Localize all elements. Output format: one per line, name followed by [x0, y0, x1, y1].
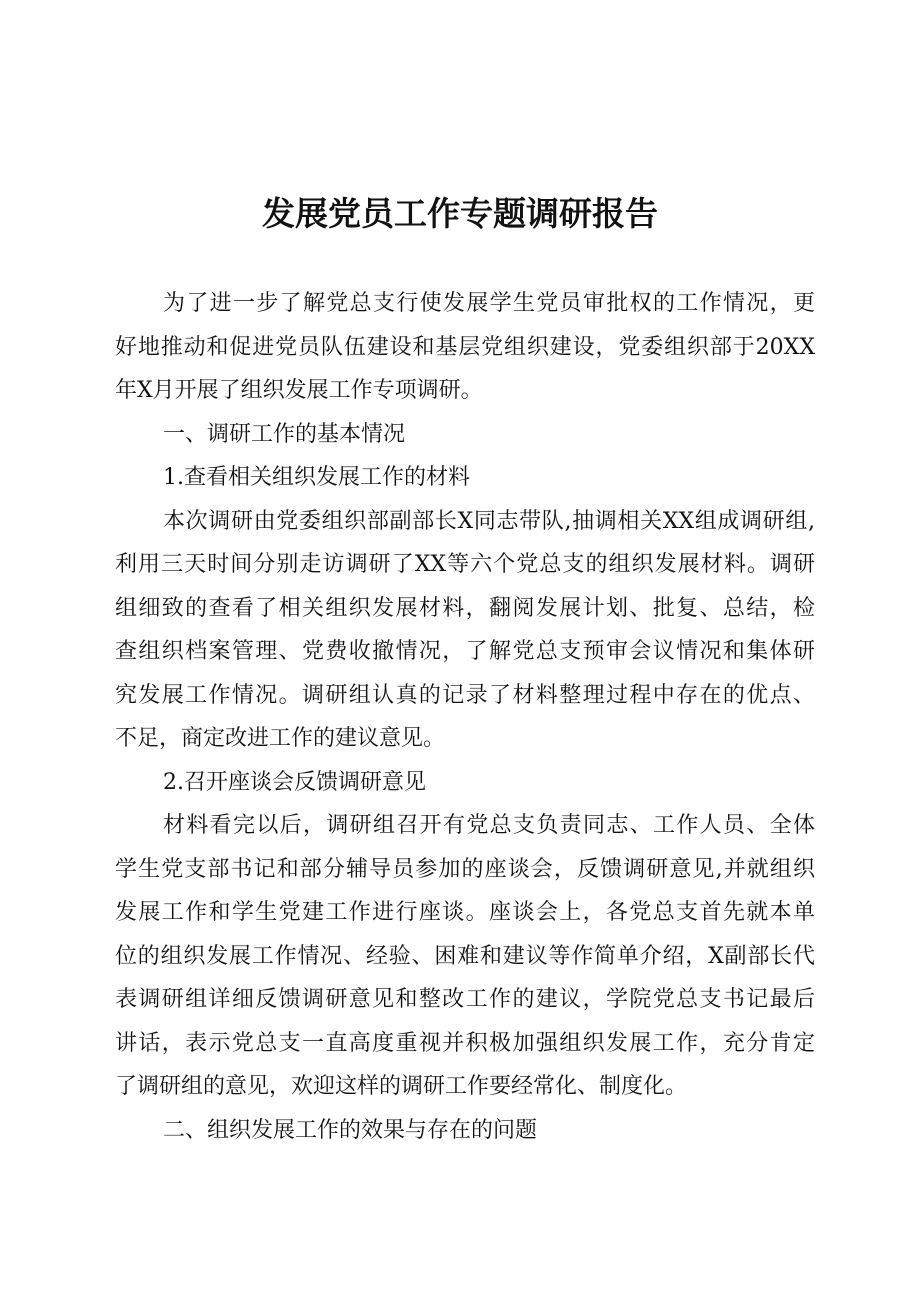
subsection-heading: 1.查看相关组织发展工作的材料	[163, 465, 470, 490]
paragraph-line: 不足，商定改进工作的建议意见。	[115, 726, 446, 751]
paragraph-line: 为了进一步了解党总支行使发展学生党员审批权的工作情况，更	[163, 291, 815, 316]
paragraph-line: 了调研组的意见，欢迎这样的调研工作要经常化、制度化。	[115, 1074, 688, 1099]
paragraph-line: 究发展工作情况。调研组认真的记录了材料整理过程中存在的优点、	[115, 682, 815, 708]
paragraph-line: 学生党支部书记和部分辅导员参加的座谈会，反馈调研意见,并就组织	[115, 856, 815, 882]
subsection-heading: 2.召开座谈会反馈调研意见	[163, 769, 426, 795]
paragraph-line: 查组织档案管理、党费收撤情况，了解党总支预审会议情况和集体研	[115, 639, 815, 664]
paragraph-line: 组细致的查看了相关组织发展材料，翻阅发展计划、批复、总结，检	[115, 595, 815, 621]
document-body	[115, 282, 815, 1152]
paragraph-line: 本次调研由党委组织部副部长X同志带队,抽调相关XX组成调研组,	[163, 508, 815, 534]
paragraph-line: 位的组织发展工作情况、经验、困难和建议等作简单介绍，X副部长代	[115, 943, 815, 969]
paragraph-line: 讲话，表示党总支一直高度重视并积极加强组织发展工作，充分肯定	[115, 1030, 815, 1056]
paragraph-line: 材料看完以后，调研组召开有党总支负责同志、工作人员、全体	[163, 813, 815, 838]
section-heading: 二、组织发展工作的效果与存在的问题	[163, 1117, 538, 1143]
paragraph-line: 好地推动和促进党员队伍建设和基层党组织建设，党委组织部于20XX	[115, 334, 815, 360]
paragraph-line: 年X月开展了组织发展工作专项调研。	[115, 378, 483, 403]
section-heading: 一、调研工作的基本情况	[163, 421, 406, 447]
paragraph-line: 利用三天时间分别走访调研了XX等六个党总支的组织发展材料。调研	[115, 552, 815, 577]
paragraph-line: 表调研组详细反馈调研意见和整改工作的建议，学院党总支书记最后	[115, 987, 815, 1012]
paragraph-line: 发展工作和学生党建工作进行座谈。座谈会上，各党总支首先就本单	[115, 900, 815, 925]
document-title: 发展党员工作专题调研报告	[262, 194, 658, 233]
